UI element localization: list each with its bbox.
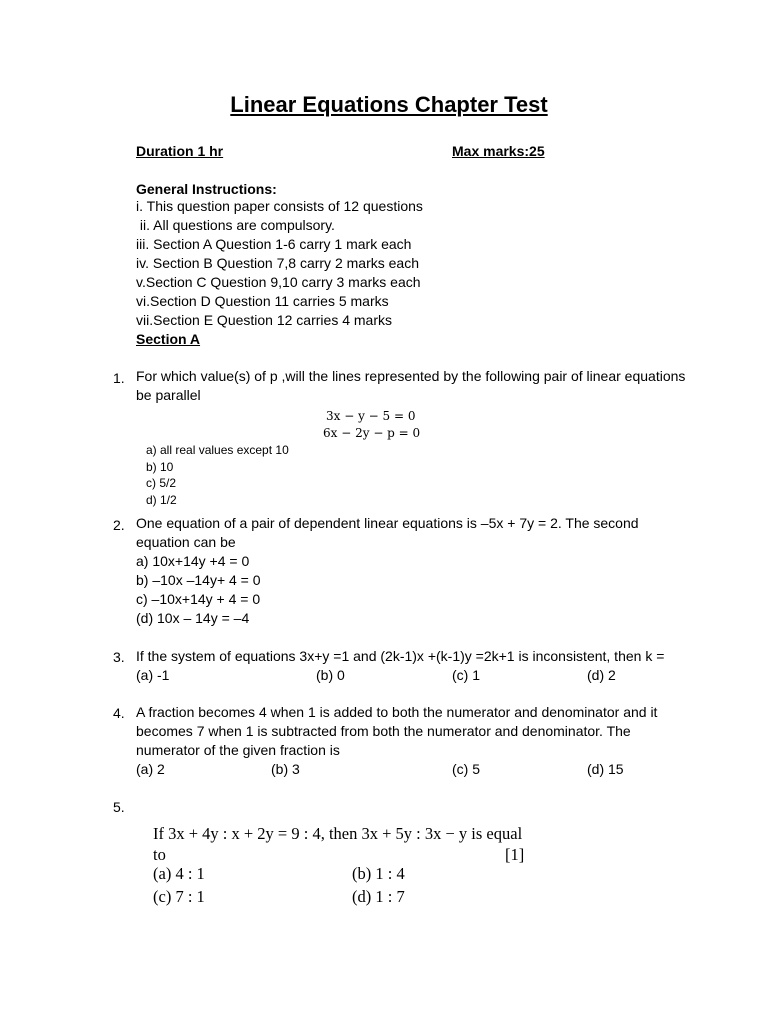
instruction-item: vi.Section D Question 11 carries 5 marks (136, 293, 389, 309)
question-2-text (136, 514, 639, 628)
question-text-line: numerator of the given fraction is (136, 742, 340, 758)
option-b: b) 10 (146, 459, 174, 474)
question-5-text: If 3x + 4y : x + 2y = 9 : 4, then 3x + 5y : 3x − y is equal (153, 824, 523, 843)
option-a: a) all real values except 10 (146, 443, 289, 457)
question-1-equation-1: 3x − y − 5 = 0 (326, 409, 416, 423)
option-b: b) –10x –14y+ 4 = 0 (136, 572, 261, 588)
question-text-line: For which value(s) of p ,will the lines represented by the following pair of linear equations (136, 368, 686, 384)
question-4-option-a: (a) 2 (136, 761, 165, 777)
option-c: c) –10x+14y + 4 = 0 (136, 591, 261, 607)
instruction-item: i. This question paper consists of 12 questions (136, 198, 423, 214)
question-1-options (146, 442, 289, 508)
question-text-line: becomes 7 when 1 is subtracted from both the numerator and denominator. The (136, 723, 631, 739)
question-text-line: A fraction becomes 4 when 1 is added to both the numerator and denominator and it (136, 704, 658, 720)
option-d: (d) 10x – 14y = –4 (136, 610, 250, 626)
instruction-item: v.Section C Question 9,10 carry 3 marks each (136, 274, 421, 290)
question-4-number: 4. (113, 705, 125, 721)
instruction-item: iv. Section B Question 7,8 carry 2 marks each (136, 255, 419, 271)
question-3-number: 3. (113, 649, 125, 665)
instruction-item: vii.Section E Question 12 carries 4 marks (136, 312, 392, 328)
question-4-text (136, 703, 657, 760)
question-2-number: 2. (113, 517, 125, 533)
section-a-heading: Section A (136, 331, 201, 347)
question-4-option-d: (d) 15 (587, 761, 624, 777)
question-text-line: equation can be (136, 534, 236, 550)
question-1-text (136, 367, 685, 405)
question-1-equation-2: 6x − 2y − p = 0 (323, 426, 421, 440)
instructions-heading: General Instructions: (136, 181, 277, 197)
question-3-option-c: (c) 1 (452, 667, 480, 683)
question-5-option-a: (a) 4 : 1 (153, 864, 205, 883)
question-5-number: 5. (113, 799, 125, 815)
question-4-option-c: (c) 5 (452, 761, 480, 777)
instruction-item: iii. Section A Question 1-6 carry 1 mark each (136, 236, 412, 252)
duration-label: Duration 1 hr (136, 143, 224, 159)
question-5-marks: [1] (505, 845, 525, 864)
question-4-option-b: (b) 3 (271, 761, 300, 777)
option-c: c) 5/2 (146, 476, 177, 490)
page-title: Linear Equations Chapter Test (230, 92, 548, 117)
max-marks-label: Max marks:25 (452, 143, 545, 159)
question-text-line: One equation of a pair of dependent linear equations is –5x + 7y = 2. The second (136, 515, 639, 531)
instructions-list (136, 197, 423, 330)
instruction-item: ii. All questions are compulsory. (136, 217, 335, 233)
question-1-number: 1. (113, 370, 125, 386)
question-3-option-d: (d) 2 (587, 667, 616, 683)
option-d: d) 1/2 (146, 492, 177, 507)
option-a: a) 10x+14y +4 = 0 (136, 553, 250, 569)
question-5-text-continued: to (153, 845, 166, 864)
question-5-option-c: (c) 7 : 1 (153, 887, 205, 906)
question-text-line: be parallel (136, 387, 201, 403)
question-3-option-b: (b) 0 (316, 667, 345, 683)
question-5-option-b: (b) 1 : 4 (352, 864, 405, 883)
question-3-text: If the system of equations 3x+y =1 and (2k-1)x +(k-1)y =2k+1 is inconsistent, then k = (136, 648, 665, 664)
question-5-option-d: (d) 1 : 7 (352, 887, 405, 906)
question-3-option-a: (a) -1 (136, 667, 170, 683)
